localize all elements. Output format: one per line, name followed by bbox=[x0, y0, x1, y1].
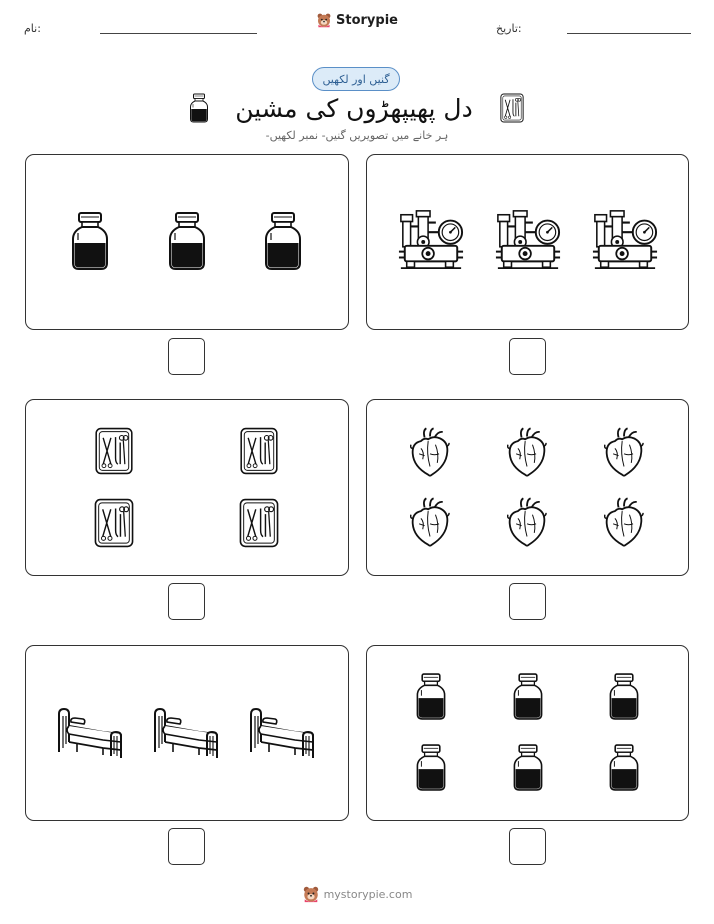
answer-box-6[interactable] bbox=[509, 828, 546, 865]
count-panel-3 bbox=[25, 399, 349, 576]
surgical-tools-icon bbox=[499, 93, 525, 123]
vial-icon bbox=[70, 209, 110, 273]
badge-label: گنیں اور لکھیں bbox=[322, 72, 390, 86]
storypie-bear-icon bbox=[316, 12, 332, 28]
heart-icon bbox=[507, 426, 547, 478]
name-line[interactable] bbox=[100, 33, 257, 34]
vial-icon bbox=[415, 671, 447, 722]
activity-badge bbox=[312, 67, 400, 91]
brand-name: Storypie bbox=[336, 12, 398, 28]
vial-icon bbox=[263, 209, 303, 273]
answer-box-5[interactable] bbox=[168, 828, 205, 865]
heart-icon bbox=[410, 426, 450, 478]
vial-icon bbox=[167, 209, 207, 273]
date-label: تاریخ: bbox=[496, 22, 522, 35]
footer bbox=[0, 885, 714, 903]
heart-lung-machine-icon bbox=[397, 207, 465, 273]
date-line[interactable] bbox=[567, 33, 691, 34]
heart-icon bbox=[507, 496, 547, 548]
heart-icon bbox=[604, 496, 644, 548]
vial-icon bbox=[608, 671, 640, 722]
heart-lung-machine-icon bbox=[591, 207, 659, 273]
vial-icon bbox=[189, 93, 209, 123]
instruction-text: ہر خانے میں تصویریں گنیں- نمبر لکھیں- bbox=[265, 129, 449, 142]
surgical-tools-icon bbox=[90, 427, 138, 475]
title-text: دل پھیپھڑوں کی مشین bbox=[235, 93, 473, 123]
hospital-bed-icon bbox=[151, 703, 221, 761]
vial-icon bbox=[512, 742, 544, 793]
answer-box-3[interactable] bbox=[168, 583, 205, 620]
hospital-bed-icon bbox=[247, 703, 317, 761]
heart-icon bbox=[604, 426, 644, 478]
surgical-tools-icon bbox=[235, 498, 283, 548]
name-label: نام: bbox=[24, 22, 41, 35]
heart-icon bbox=[410, 496, 450, 548]
hospital-bed-icon bbox=[55, 703, 125, 761]
answer-box-4[interactable] bbox=[509, 583, 546, 620]
answer-box-2[interactable] bbox=[509, 338, 546, 375]
vial-icon bbox=[608, 742, 640, 793]
brand-logo bbox=[0, 12, 714, 28]
vial-icon bbox=[512, 671, 544, 722]
answer-box-1[interactable] bbox=[168, 338, 205, 375]
vial-icon bbox=[415, 742, 447, 793]
footer-link[interactable]: mystorypie.com bbox=[323, 887, 413, 901]
storypie-bear-icon bbox=[302, 885, 320, 903]
heart-lung-machine-icon bbox=[494, 207, 562, 273]
surgical-tools-icon bbox=[235, 427, 283, 475]
page-title bbox=[0, 93, 714, 123]
surgical-tools-icon bbox=[90, 498, 138, 548]
